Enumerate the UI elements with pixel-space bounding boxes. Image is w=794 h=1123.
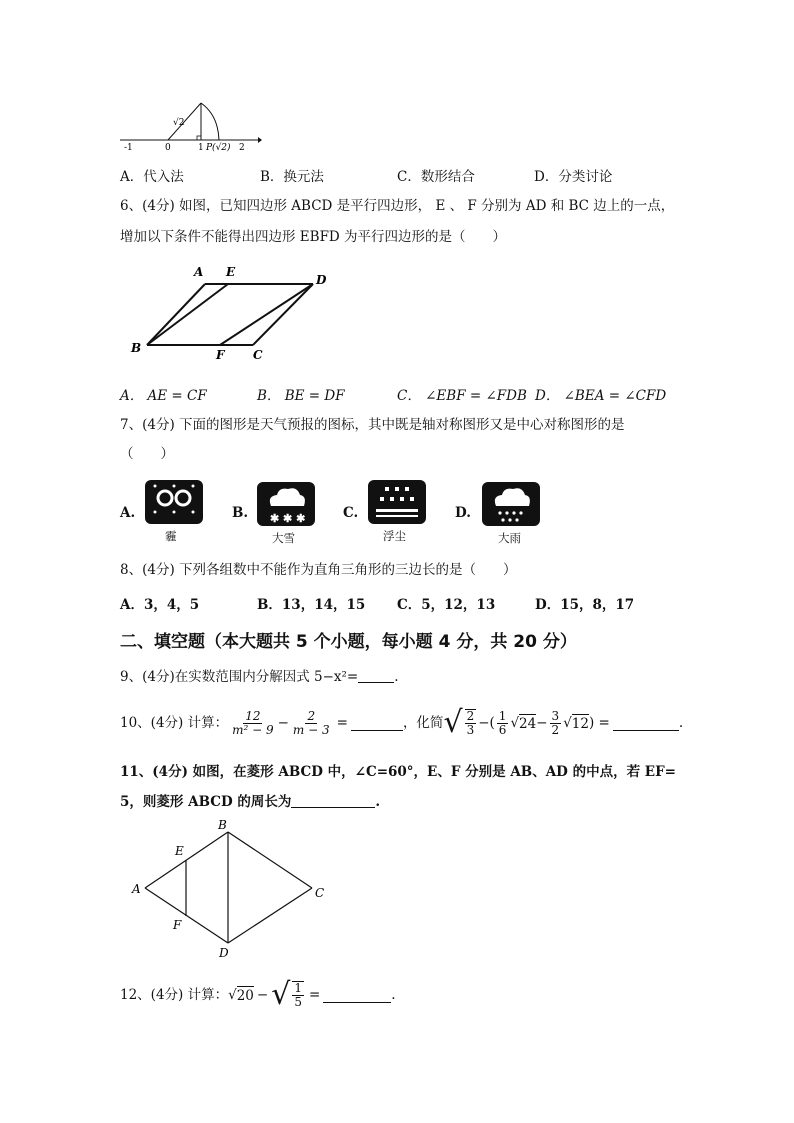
q10-sqrt-12: 12 [571, 715, 589, 732]
haze-icon [145, 480, 203, 524]
q10-mid: ，化简 [402, 715, 444, 731]
q6-option-d: D． ∠BEA = ∠CFD [535, 388, 667, 404]
q11-line2-text: 5，则菱形 ABCD 的周长为 [120, 794, 292, 810]
q10-fraction-3: $\frac{1}{6}$ [498, 708, 507, 737]
svg-text:✱ ✱ ✱: ✱ ✱ ✱ [270, 512, 306, 525]
tick-label-2: 2 [239, 143, 245, 153]
q7-text-line2: （ ） [120, 446, 174, 462]
q7-letter-c: C. [343, 505, 359, 521]
q11-end: . [375, 794, 381, 810]
q6-text-line2: 增加以下条件不能得出四边形 EBFD 为平行四边形的是（ ） [120, 229, 507, 245]
q8-option-b: B．13，14，15 [257, 597, 366, 613]
q7-label-b: 大雪 [272, 531, 295, 545]
q10-inner-close: ) = [588, 715, 610, 731]
q10-answer-blank-2[interactable] [613, 716, 679, 731]
floating-dust-icon [368, 480, 426, 524]
q5-option-d: D．分类讨论 [534, 169, 613, 185]
q8-option-a: A．3，4，5 [120, 597, 200, 613]
q6-option-c: C． ∠EBF = ∠FDB [397, 388, 527, 404]
label-c: C [253, 348, 263, 362]
q9-text [120, 668, 399, 686]
q10-fraction-1: $\frac{12}{\text{m² − 9}}$ [232, 708, 274, 737]
q10-minus: − [277, 715, 289, 731]
q8-option-d: D．15，8，17 [535, 597, 635, 613]
q9-answer-blank[interactable] [358, 668, 394, 683]
label-f: F [216, 348, 225, 362]
q5-option-a: A．代入法 [120, 169, 184, 185]
q10-answer-blank-1[interactable] [351, 716, 403, 731]
heavy-snow-icon [257, 482, 315, 526]
q12-prefix: 12、(4分) 计算： [120, 987, 229, 1003]
label-e: E [175, 844, 184, 858]
q7-label-c: 浮尘 [383, 529, 406, 543]
q10-equals: = [336, 715, 348, 731]
q7-text-line1: 7、(4分) 下面的图形是天气预报的图标，其中既是轴对称图形又是中心对称图形的是 [120, 417, 625, 433]
q12-sqrt-20: 20 [236, 987, 254, 1004]
point-p-label: P(√2) [206, 143, 231, 153]
q12-end: . [391, 987, 396, 1003]
q10-radical-expression: √ $\frac{2}{3}$ −( $\frac{1}{6}$ √ 24 − $\frac{3}{2}$ √ 12 ) = [443, 705, 610, 740]
sqrt2-label: √2 [173, 118, 185, 128]
q7-letter-d: D. [455, 505, 471, 521]
q10-inner-open: −( [478, 715, 495, 731]
label-d: D [219, 946, 229, 960]
label-d: D [316, 273, 327, 287]
q12-fraction: $\frac{1}{5}$ [294, 981, 302, 1009]
q7-letter-b: B. [232, 505, 249, 521]
parallelogram-figure [125, 262, 340, 367]
q12-answer-blank[interactable] [323, 988, 391, 1003]
q12-text: 12、(4分) 计算： √ 20 − √ $\frac{1}{5}$ = . [120, 977, 396, 1012]
q5-option-b: B．换元法 [260, 169, 324, 185]
q9-prefix: 9、(4分)在实数范围内分解因式 5−x²= [120, 669, 359, 685]
q9-suffix: . [394, 669, 399, 685]
label-a: A [194, 265, 204, 279]
section-2-title: 二、填空题（本大题共 5 个小题，每小题 4 分，共 20 分） [120, 632, 577, 652]
q10-sqrt-24: 24 [519, 715, 537, 732]
number-line-figure [118, 95, 263, 155]
q7-label-d: 大雨 [498, 531, 521, 545]
q7-label-a: 霾 [165, 529, 177, 543]
q5-option-c: C．数形结合 [397, 169, 475, 185]
q6-text-line1: 6、(4分) 如图，已知四边形 ABCD 是平行四边形， E 、 F 分别为 AD 和 BC 边上的一点， [120, 198, 675, 214]
q10-fraction-2: $\frac{2}{m - 3}$ [292, 708, 330, 737]
q12-equals: = [308, 987, 321, 1003]
tick-label-0: 0 [165, 143, 171, 153]
q6-option-b: B． BE = DF [257, 388, 345, 404]
q8-text: 8、(4分) 下列各组数中不能作为直角三角形的三边长的是（ ） [120, 562, 517, 578]
radical-sign: √ [443, 705, 463, 740]
q6-option-a: A． AE = CF [120, 388, 207, 404]
label-a: A [132, 882, 141, 896]
rhombus-figure [128, 818, 333, 960]
label-f: F [173, 918, 182, 932]
label-c: C [315, 886, 325, 900]
label-e: E [226, 265, 236, 279]
q11-text-line2 [120, 793, 380, 811]
label-b: B [218, 818, 227, 832]
heavy-rain-icon [482, 482, 540, 526]
q10-fraction-4: $\frac{3}{2}$ [551, 708, 560, 737]
q7-letter-a: A. [120, 505, 136, 521]
q10-text [120, 703, 683, 743]
q11-answer-blank[interactable] [291, 793, 375, 808]
q11-text-line1: 11、(4分) 如图，在菱形 ABCD 中，∠C=60°，E、F 分别是 AB、AD 的中点，若 EF= [120, 764, 676, 780]
q12-minus: − [256, 987, 269, 1003]
q10-end: . [678, 715, 684, 731]
label-b: B [131, 341, 142, 355]
q8-option-c: C．5，12，13 [397, 597, 496, 613]
q10-prefix: 10、(4分) 计算： [120, 715, 229, 731]
q10-rad-fraction: $\frac{2}{3}$ [466, 709, 475, 737]
tick-label-1: 1 [198, 143, 204, 153]
tick-label-neg1: -1 [124, 143, 133, 153]
radical-sign: √ [271, 977, 291, 1012]
